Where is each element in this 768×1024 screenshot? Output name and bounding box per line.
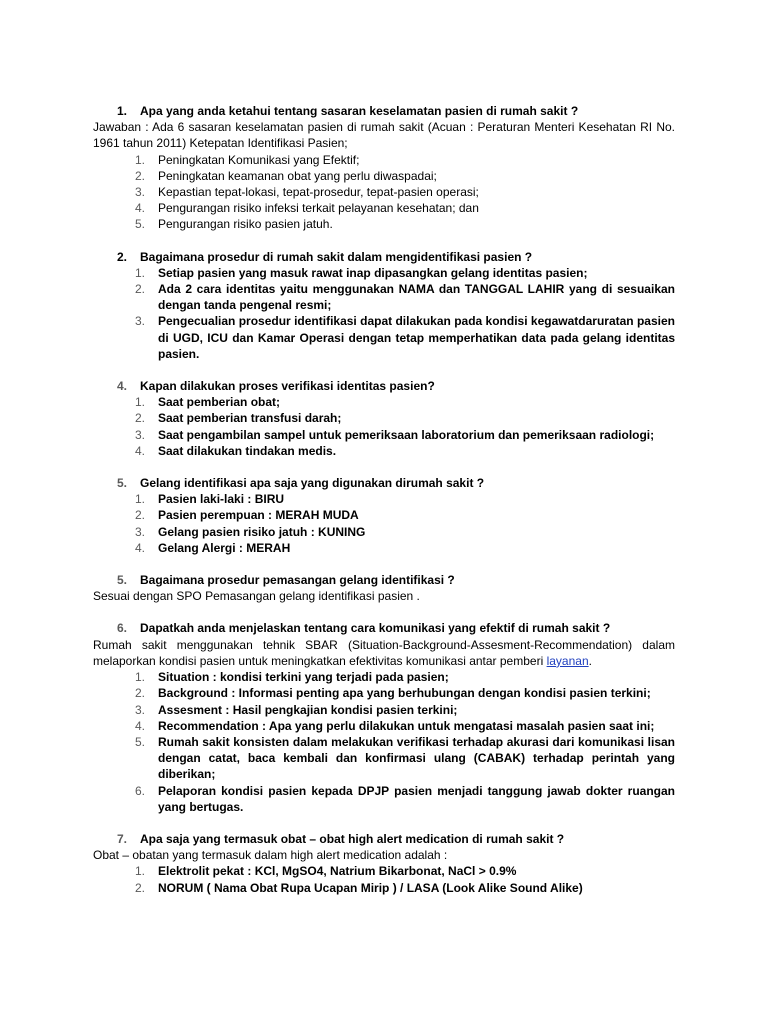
question-2 [93,249,675,265]
list-text: Situation : kondisi terkini yang terjadi pada pasien; [158,670,449,685]
question-number: 4. [117,379,128,394]
list-text: Saat pemberian transfusi darah; [158,411,342,426]
list-number: 2. [135,880,146,895]
list-number: 4. [135,201,146,216]
list-item [93,281,675,313]
list-number: 2. [135,508,146,523]
list-text: Saat dilakukan tindakan medis. [158,443,337,458]
list-text: Pelaporan kondisi pasien kepada DPJP pasien menjadi tanggung jawab dokter ruangan yang bertugas. [158,783,675,814]
answer-text-end: . [588,653,592,668]
list-number: 1. [135,670,146,685]
list-text: Kepastian tepat-lokasi, tepat-prosedur, tepat-pasien operasi; [158,185,479,200]
question-number: 5. [117,573,128,588]
answer-7-list [93,863,675,895]
list-text: Peningkatan Komunikasi yang Efektif; [158,152,360,167]
question-text: Kapan dilakukan proses verifikasi identitas pasien? [140,379,435,394]
list-number: 2. [135,686,146,701]
list-text: Pasien laki-laki : BIRU [158,492,285,507]
list-text: Pengurangan risiko infeksi terkait pelayanan kesehatan; dan [158,201,479,216]
question-number: 1. [117,104,128,118]
list-number: 3. [135,702,146,717]
list-item [93,783,675,815]
question-text: Apa saja yang termasuk obat – obat high alert medication di rumah sakit ? [140,831,565,846]
list-text: Gelang Alergi : MERAH [158,540,291,555]
answer-text: Rumah sakit menggunakan tehnik SBAR (Situation-Background-Assesment-Recommendation) dalam melaporkan kondisi pasien untuk meningkatkan efektivitas komunikasi antar pemberi [93,637,675,668]
list-item [93,863,675,879]
list-number: 2. [135,168,146,183]
list-item [93,184,675,200]
list-number: 3. [135,524,146,539]
list-number: 5. [135,217,146,232]
answer-2-list [93,265,675,362]
question-text: Bagaimana prosedur pemasangan gelang identifikasi ? [140,573,455,588]
question-text: Apa yang anda ketahui tentang sasaran keselamatan pasien di rumah sakit ? [140,104,579,118]
list-number: 2. [135,282,146,297]
answer-4-list [93,491,675,556]
list-text: Pengurangan risiko pasien jatuh. [158,217,333,232]
list-text: Assesment : Hasil pengkajian kondisi pasien terkini; [158,702,458,717]
list-item [93,394,675,410]
answer-5: Sesuai dengan SPO Pemasangan gelang identifikasi pasien . [93,589,420,604]
list-text: Setiap pasien yang masuk rawat inap dipasangkan gelang identitas pasien; [158,265,588,280]
list-number: 2. [135,411,146,426]
list-item [93,702,675,718]
list-text: Elektrolit pekat : KCl, MgSO4, Natrium Bikarbonat, NaCl > 0.9% [158,864,517,879]
question-number: 7. [117,831,128,846]
question-number: 5. [117,476,128,491]
list-number: 4. [135,718,146,733]
list-item [93,410,675,426]
list-item [93,507,675,523]
layanan-link[interactable]: layanan [546,653,589,668]
question-6 [93,620,675,636]
question-4 [93,475,675,491]
list-number: 6. [135,783,146,798]
document-page [93,103,675,896]
answer-1: Jawaban : Ada 6 sasaran keselamatan pasien di rumah sakit (Acuan : Peraturan Menteri Kesehatan RI No. 1961 tahun 2011) Ketepatan Identifikasi Pasien; [93,120,675,151]
question-3 [93,378,675,394]
list-item [93,443,675,459]
list-item [93,313,675,362]
list-item [93,427,675,443]
list-item [93,200,675,216]
question-number: 2. [117,249,128,264]
list-text: Peningkatan keamanan obat yang perlu diwaspadai; [158,168,437,183]
list-number: 1. [135,395,146,410]
list-number: 1. [135,492,146,507]
answer-6-list [93,669,675,815]
list-text: Pengecualian prosedur identifikasi dapat dilakukan pada kondisi kegawatdaruratan pasien di UGD, ICU dan Kamar Operasi dengan tetap memperhatikan data pada gelang identitas pasien. [158,314,675,361]
list-number: 3. [135,185,146,200]
question-text: Dapatkah anda menjelaskan tentang cara komunikasi yang efektif di rumah sakit ? [140,621,611,636]
list-item [93,685,675,701]
question-text: Bagaimana prosedur di rumah sakit dalam mengidentifikasi pasien ? [140,249,533,264]
list-item [93,880,675,896]
list-number: 3. [135,427,146,442]
list-number: 1. [135,265,146,280]
list-item [93,265,675,281]
list-text: Rumah sakit konsisten dalam melakukan verifikasi terhadap akurasi dari komunikasi lisan dengan catat, baca kembali dan konfirmasi ulang (CABAK) terhadap perintah yang diberikan; [158,734,675,782]
list-text: Saat pengambilan sampel untuk pemeriksaan laboratorium dan pemeriksaan radiologi; [158,427,655,442]
list-text: NORUM ( Nama Obat Rupa Ucapan Mirip ) / LASA (Look Alike Sound Alike) [158,880,583,895]
list-item [93,168,675,184]
list-text: Gelang pasien risiko jatuh : KUNING [158,524,366,539]
list-item [93,152,675,168]
list-number: 4. [135,540,146,555]
list-text: Saat pemberian obat; [158,395,281,410]
list-number: 3. [135,314,146,329]
list-text: Ada 2 cara identitas yaitu menggunakan NAMA dan TANGGAL LAHIR yang di sesuaikan dengan tanda pengenal resmi; [158,282,675,313]
list-number: 5. [135,734,146,749]
list-number: 1. [135,152,146,167]
list-text: Background : Informasi penting apa yang berhubungan dengan kondisi pasien terkini; [158,686,651,701]
list-item [93,491,675,507]
list-number: 1. [135,864,146,879]
question-number: 6. [117,621,128,636]
list-text: Pasien perempuan : MERAH MUDA [158,508,359,523]
answer-6 [93,637,675,669]
question-5 [93,572,675,588]
list-number: 4. [135,443,146,458]
list-item [93,540,675,556]
list-text: Recommendation : Apa yang perlu dilakukan untuk mengatasi masalah pasien saat ini; [158,718,655,733]
list-item [93,216,675,232]
question-7 [93,831,675,847]
answer-7: Obat – obatan yang termasuk dalam high alert medication adalah : [93,848,448,863]
list-item [93,718,675,734]
question-1 [93,103,675,119]
question-text: Gelang identifikasi apa saja yang digunakan dirumah sakit ? [140,476,485,491]
list-item [93,524,675,540]
answer-3-list [93,394,675,459]
answer-1-list [93,152,675,233]
list-item [93,669,675,685]
list-item [93,734,675,783]
